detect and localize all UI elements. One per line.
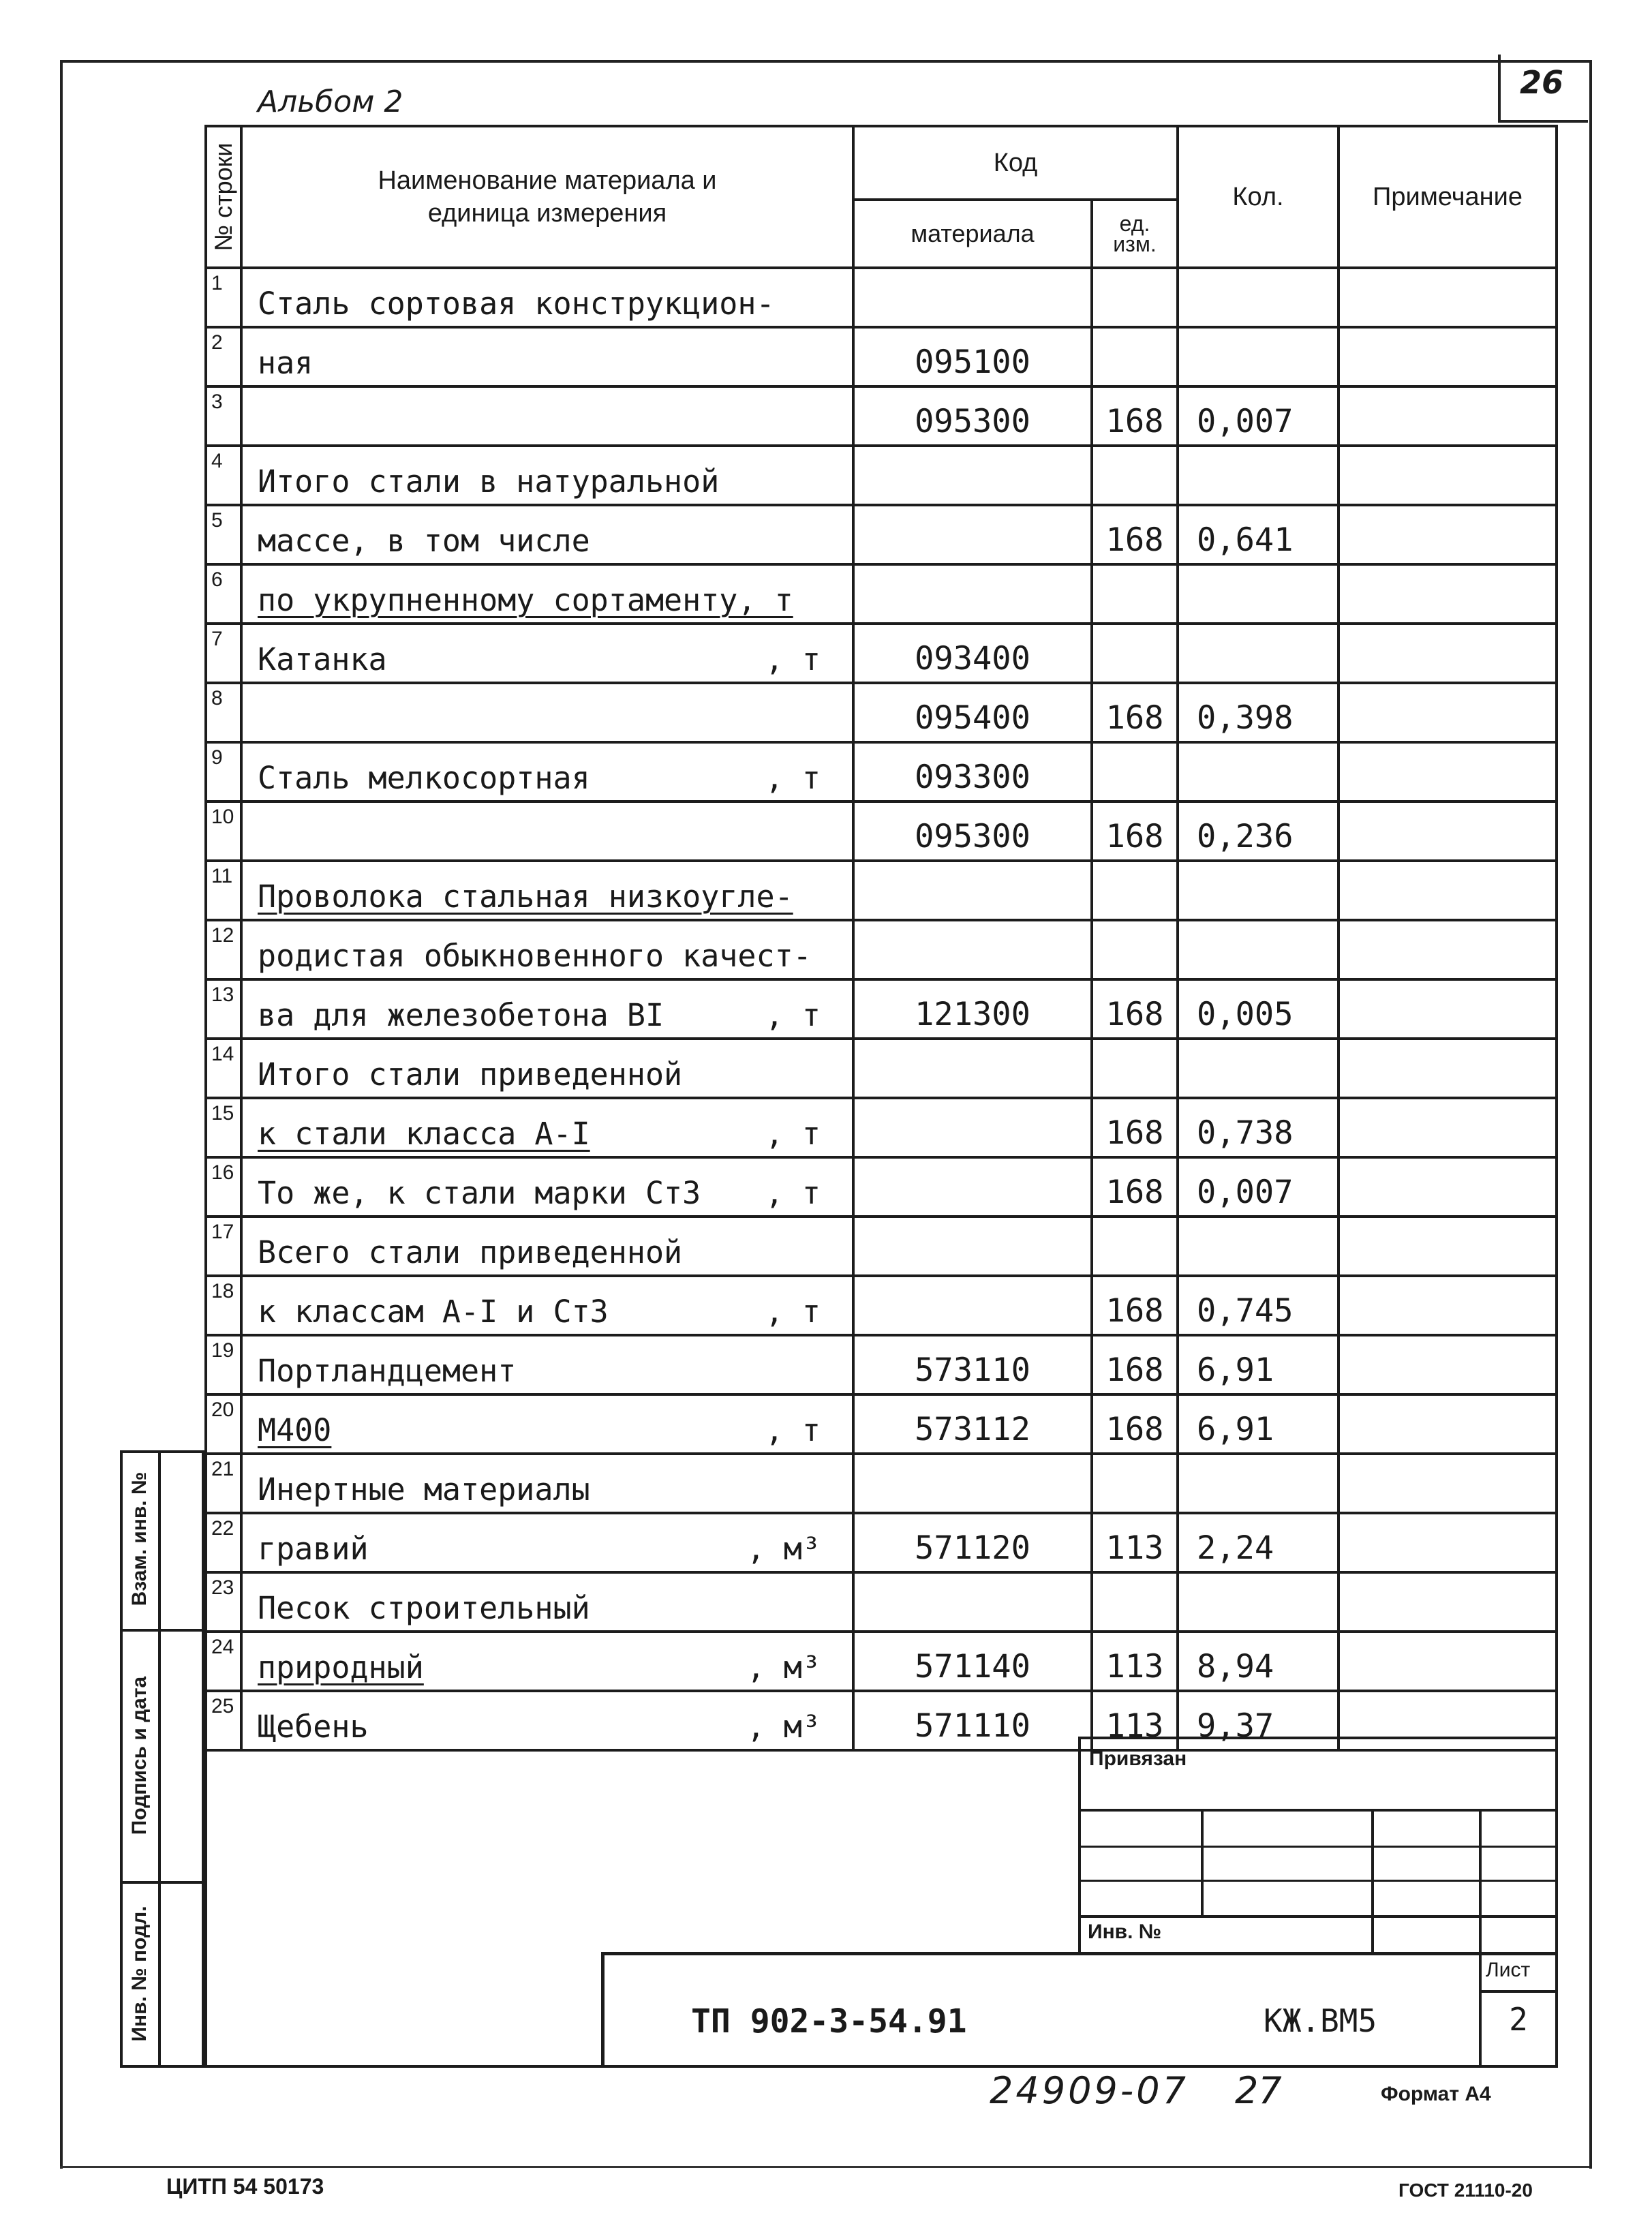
unit-suffix: , т xyxy=(765,1175,821,1211)
material-code xyxy=(853,1454,1092,1513)
note xyxy=(1339,1513,1557,1572)
table-row xyxy=(206,1039,1557,1098)
row-number: 21 xyxy=(206,1454,241,1513)
note xyxy=(1339,920,1557,979)
note xyxy=(1339,1039,1557,1098)
unit-suffix: , м³ xyxy=(746,1649,821,1685)
material-code: 571140 xyxy=(853,1632,1092,1691)
row-number: 22 xyxy=(206,1513,241,1572)
unit-code: 168 xyxy=(1092,801,1178,861)
table-row xyxy=(206,1098,1557,1157)
material-name-text: Сталь мелкосортная xyxy=(258,760,590,796)
material-name xyxy=(241,1335,853,1394)
row-number: 20 xyxy=(206,1394,241,1454)
unit-code: 168 xyxy=(1092,1335,1178,1394)
quantity: 0,007 xyxy=(1178,1157,1339,1217)
unit-code: 168 xyxy=(1092,1098,1178,1157)
table-row xyxy=(206,683,1557,742)
table-row xyxy=(206,268,1557,327)
unit-code: 168 xyxy=(1092,1157,1178,1217)
row-number: 10 xyxy=(206,801,241,861)
document-mark: КЖ.ВМ5 xyxy=(1264,2002,1377,2039)
unit-suffix: , т xyxy=(765,641,821,677)
unit-code: 113 xyxy=(1092,1632,1178,1691)
quantity: 0,007 xyxy=(1178,386,1339,446)
quantity xyxy=(1178,1217,1339,1276)
unit-code xyxy=(1092,742,1178,801)
material-name xyxy=(241,1394,853,1454)
note xyxy=(1339,1157,1557,1217)
material-name xyxy=(241,1691,853,1750)
material-name xyxy=(241,386,853,446)
gost-label: ГОСТ 21110-20 xyxy=(1398,2180,1533,2201)
note xyxy=(1339,683,1557,742)
unit-suffix: , т xyxy=(765,1294,821,1330)
materials-table xyxy=(204,125,1558,1752)
quantity xyxy=(1178,1454,1339,1513)
row-number: 16 xyxy=(206,1157,241,1217)
unit-code: 168 xyxy=(1092,1394,1178,1454)
side-stamp-divider-1 xyxy=(120,1629,204,1632)
material-code: 571120 xyxy=(853,1513,1092,1572)
unit-code xyxy=(1092,327,1178,386)
material-name-text: Инертные материалы xyxy=(258,1471,590,1508)
table-row xyxy=(206,1394,1557,1454)
row-number: 11 xyxy=(206,861,241,920)
quantity xyxy=(1178,624,1339,683)
material-name xyxy=(241,268,853,327)
quantity: 0,745 xyxy=(1178,1276,1339,1335)
material-code xyxy=(853,1157,1092,1217)
table-row xyxy=(206,505,1557,564)
table-row xyxy=(206,1157,1557,1217)
material-name xyxy=(241,861,853,920)
row-number: 18 xyxy=(206,1276,241,1335)
unit-code xyxy=(1092,1572,1178,1632)
quantity xyxy=(1178,1039,1339,1098)
header-name: Наименование материала и единица измерения xyxy=(241,126,853,268)
sheet-number: 2 xyxy=(1509,2001,1528,2038)
unit-code: 113 xyxy=(1092,1513,1178,1572)
header-code-group: Код xyxy=(853,126,1178,200)
material-code xyxy=(853,268,1092,327)
binding-vline-1 xyxy=(1201,1809,1204,1915)
note xyxy=(1339,801,1557,861)
binding-line-3 xyxy=(1078,1880,1558,1882)
side-stamp-divider-v xyxy=(158,1450,161,2068)
material-code: 095300 xyxy=(853,801,1092,861)
table-row xyxy=(206,1217,1557,1276)
material-code xyxy=(853,920,1092,979)
row-number: 13 xyxy=(206,979,241,1039)
binding-vline-3 xyxy=(1479,1809,1482,1955)
table-row xyxy=(206,801,1557,861)
note xyxy=(1339,268,1557,327)
printer-label: ЦИТП 54 50173 xyxy=(166,2174,324,2199)
side-stamp-divider-2 xyxy=(120,1881,204,1884)
binding-line-2 xyxy=(1078,1846,1558,1848)
table-row xyxy=(206,446,1557,505)
material-code xyxy=(853,1039,1092,1098)
sheet-label: Лист xyxy=(1486,1959,1531,1981)
material-code xyxy=(853,861,1092,920)
material-code: 573110 xyxy=(853,1335,1092,1394)
material-code: 573112 xyxy=(853,1394,1092,1454)
table-row xyxy=(206,742,1557,801)
note xyxy=(1339,1276,1557,1335)
unit-suffix: , т xyxy=(765,1116,821,1152)
note xyxy=(1339,446,1557,505)
quantity: 6,91 xyxy=(1178,1394,1339,1454)
material-name-text: к стали класса А-I xyxy=(258,1116,590,1152)
note xyxy=(1339,1572,1557,1632)
material-name-text: ная xyxy=(258,345,313,381)
material-code: 095100 xyxy=(853,327,1092,386)
note xyxy=(1339,979,1557,1039)
row-number: 6 xyxy=(206,564,241,624)
table-row xyxy=(206,1572,1557,1632)
unit-code: 168 xyxy=(1092,386,1178,446)
unit-code: 168 xyxy=(1092,979,1178,1039)
unit-code xyxy=(1092,861,1178,920)
material-name-text: Проволока стальная низкоугле- xyxy=(258,879,793,915)
row-number: 3 xyxy=(206,386,241,446)
unit-code: 113 xyxy=(1092,1691,1178,1750)
quantity xyxy=(1178,861,1339,920)
note xyxy=(1339,505,1557,564)
side-stamp-orig-inv: Инв. № подл. xyxy=(128,1906,151,2042)
row-number: 4 xyxy=(206,446,241,505)
note xyxy=(1339,1217,1557,1276)
header-unit-code: ед. изм. xyxy=(1092,200,1178,268)
material-code xyxy=(853,1572,1092,1632)
material-name xyxy=(241,1513,853,1572)
table-row xyxy=(206,1276,1557,1335)
handwritten-code: 24909-07 xyxy=(990,2069,1189,2112)
binding-line-1 xyxy=(1078,1809,1558,1812)
page-number: 26 xyxy=(1519,64,1563,101)
format-label: Формат А4 xyxy=(1381,2083,1491,2105)
material-name-text: М400 xyxy=(258,1412,332,1448)
title-block-sheet-hline xyxy=(1479,1990,1558,1993)
material-code xyxy=(853,564,1092,624)
material-name xyxy=(241,1454,853,1513)
binding-vline-2 xyxy=(1371,1809,1374,1955)
material-name-text: гравий xyxy=(258,1531,369,1567)
material-name xyxy=(241,446,853,505)
material-code: 093300 xyxy=(853,742,1092,801)
page-frame-bottom xyxy=(60,2166,1589,2168)
material-name xyxy=(241,742,853,801)
quantity xyxy=(1178,1572,1339,1632)
unit-code xyxy=(1092,920,1178,979)
material-name-text: Итого стали в натуральной xyxy=(258,463,720,500)
header-quantity: Кол. xyxy=(1178,126,1339,268)
unit-code: 168 xyxy=(1092,683,1178,742)
quantity xyxy=(1178,920,1339,979)
material-name-text: Всего стали приведенной xyxy=(258,1234,683,1270)
material-name-text: Песок строительный xyxy=(258,1590,590,1626)
table-row xyxy=(206,564,1557,624)
row-number: 24 xyxy=(206,1632,241,1691)
material-name xyxy=(241,1632,853,1691)
material-name xyxy=(241,801,853,861)
row-number: 9 xyxy=(206,742,241,801)
material-name xyxy=(241,327,853,386)
row-number: 14 xyxy=(206,1039,241,1098)
table-row xyxy=(206,1513,1557,1572)
unit-suffix: , м³ xyxy=(746,1709,821,1745)
material-name xyxy=(241,1217,853,1276)
table-row xyxy=(206,624,1557,683)
material-name xyxy=(241,624,853,683)
note xyxy=(1339,1454,1557,1513)
material-name xyxy=(241,505,853,564)
material-name-text: родистая обыкновенного качест- xyxy=(258,938,812,974)
row-number: 2 xyxy=(206,327,241,386)
table-row xyxy=(206,1632,1557,1691)
material-name-text: Катанка xyxy=(258,641,387,677)
material-name xyxy=(241,920,853,979)
material-name-text: природный xyxy=(258,1649,424,1685)
row-number: 12 xyxy=(206,920,241,979)
note xyxy=(1339,386,1557,446)
material-name xyxy=(241,564,853,624)
row-number: 15 xyxy=(206,1098,241,1157)
unit-suffix: , т xyxy=(765,997,821,1033)
side-stamp-swap-inv: Взам. инв. № xyxy=(128,1471,151,1606)
material-code xyxy=(853,1276,1092,1335)
material-name xyxy=(241,1276,853,1335)
material-name-text: Сталь сортовая конструкцион- xyxy=(258,286,775,322)
unit-code xyxy=(1092,1454,1178,1513)
quantity: 0,398 xyxy=(1178,683,1339,742)
note xyxy=(1339,1335,1557,1394)
note xyxy=(1339,1098,1557,1157)
material-code: 095300 xyxy=(853,386,1092,446)
material-name-text: Щебень xyxy=(258,1709,369,1745)
note xyxy=(1339,564,1557,624)
quantity: 0,236 xyxy=(1178,801,1339,861)
unit-code xyxy=(1092,446,1178,505)
unit-suffix: , т xyxy=(765,760,821,796)
album-label: Альбом 2 xyxy=(258,85,403,119)
row-number: 23 xyxy=(206,1572,241,1632)
handwritten-page: 27 xyxy=(1235,2069,1282,2112)
table-row xyxy=(206,386,1557,446)
table-row xyxy=(206,1454,1557,1513)
header-row-no: № строки xyxy=(206,126,241,268)
binding-line-4 xyxy=(1078,1915,1558,1918)
side-stamp-sign-date: Подпись и дата xyxy=(128,1676,151,1835)
table-row xyxy=(206,1335,1557,1394)
note xyxy=(1339,1632,1557,1691)
material-name-text: То же, к стали марки Ст3 xyxy=(258,1175,701,1211)
binding-inv-label: Инв. № xyxy=(1088,1921,1162,1943)
unit-code: 168 xyxy=(1092,1276,1178,1335)
table-row xyxy=(206,327,1557,386)
row-number: 1 xyxy=(206,268,241,327)
unit-suffix: , т xyxy=(765,1412,821,1448)
material-name xyxy=(241,1157,853,1217)
unit-code xyxy=(1092,624,1178,683)
material-code: 093400 xyxy=(853,624,1092,683)
quantity: 0,738 xyxy=(1178,1098,1339,1157)
material-code xyxy=(853,1217,1092,1276)
quantity xyxy=(1178,742,1339,801)
table-row xyxy=(206,979,1557,1039)
lower-frame-left xyxy=(204,1690,207,2068)
note xyxy=(1339,742,1557,801)
quantity xyxy=(1178,564,1339,624)
quantity: 0,005 xyxy=(1178,979,1339,1039)
row-number: 7 xyxy=(206,624,241,683)
header-note: Примечание xyxy=(1339,126,1557,268)
note xyxy=(1339,327,1557,386)
row-number: 5 xyxy=(206,505,241,564)
note xyxy=(1339,861,1557,920)
material-name xyxy=(241,1098,853,1157)
material-name xyxy=(241,1039,853,1098)
quantity xyxy=(1178,446,1339,505)
material-name-text: Портландцемент xyxy=(258,1353,517,1389)
table-row xyxy=(206,920,1557,979)
document-code: ТП 902-3-54.91 xyxy=(691,2002,967,2041)
material-code: 571110 xyxy=(853,1691,1092,1750)
quantity xyxy=(1178,268,1339,327)
row-number: 19 xyxy=(206,1335,241,1394)
material-code: 121300 xyxy=(853,979,1092,1039)
note xyxy=(1339,1394,1557,1454)
quantity: 0,641 xyxy=(1178,505,1339,564)
unit-suffix: , м³ xyxy=(746,1531,821,1567)
unit-code xyxy=(1092,268,1178,327)
header-material-code: материала xyxy=(853,200,1092,268)
unit-code xyxy=(1092,564,1178,624)
quantity: 9,37 xyxy=(1178,1691,1339,1750)
material-name-text: Итого стали приведенной xyxy=(258,1056,683,1093)
material-name xyxy=(241,1572,853,1632)
material-code xyxy=(853,1098,1092,1157)
material-name-text: массе, в том числе xyxy=(258,523,590,559)
quantity xyxy=(1178,327,1339,386)
material-name-text: по укрупненному сортаменту, т xyxy=(258,582,793,618)
table-row xyxy=(206,861,1557,920)
quantity: 2,24 xyxy=(1178,1513,1339,1572)
material-name-text: ва для железобетона BI xyxy=(258,997,664,1033)
material-code xyxy=(853,446,1092,505)
material-name xyxy=(241,979,853,1039)
quantity: 6,91 xyxy=(1178,1335,1339,1394)
unit-code xyxy=(1092,1039,1178,1098)
material-code xyxy=(853,505,1092,564)
quantity: 8,94 xyxy=(1178,1632,1339,1691)
unit-code: 168 xyxy=(1092,505,1178,564)
row-number: 8 xyxy=(206,683,241,742)
row-number: 25 xyxy=(206,1691,241,1750)
material-code: 095400 xyxy=(853,683,1092,742)
material-name xyxy=(241,683,853,742)
note xyxy=(1339,624,1557,683)
material-name-text: к классам А-I и Ст3 xyxy=(258,1294,609,1330)
row-number: 17 xyxy=(206,1217,241,1276)
unit-code xyxy=(1092,1217,1178,1276)
binding-attached-label: Привязан xyxy=(1089,1747,1187,1770)
